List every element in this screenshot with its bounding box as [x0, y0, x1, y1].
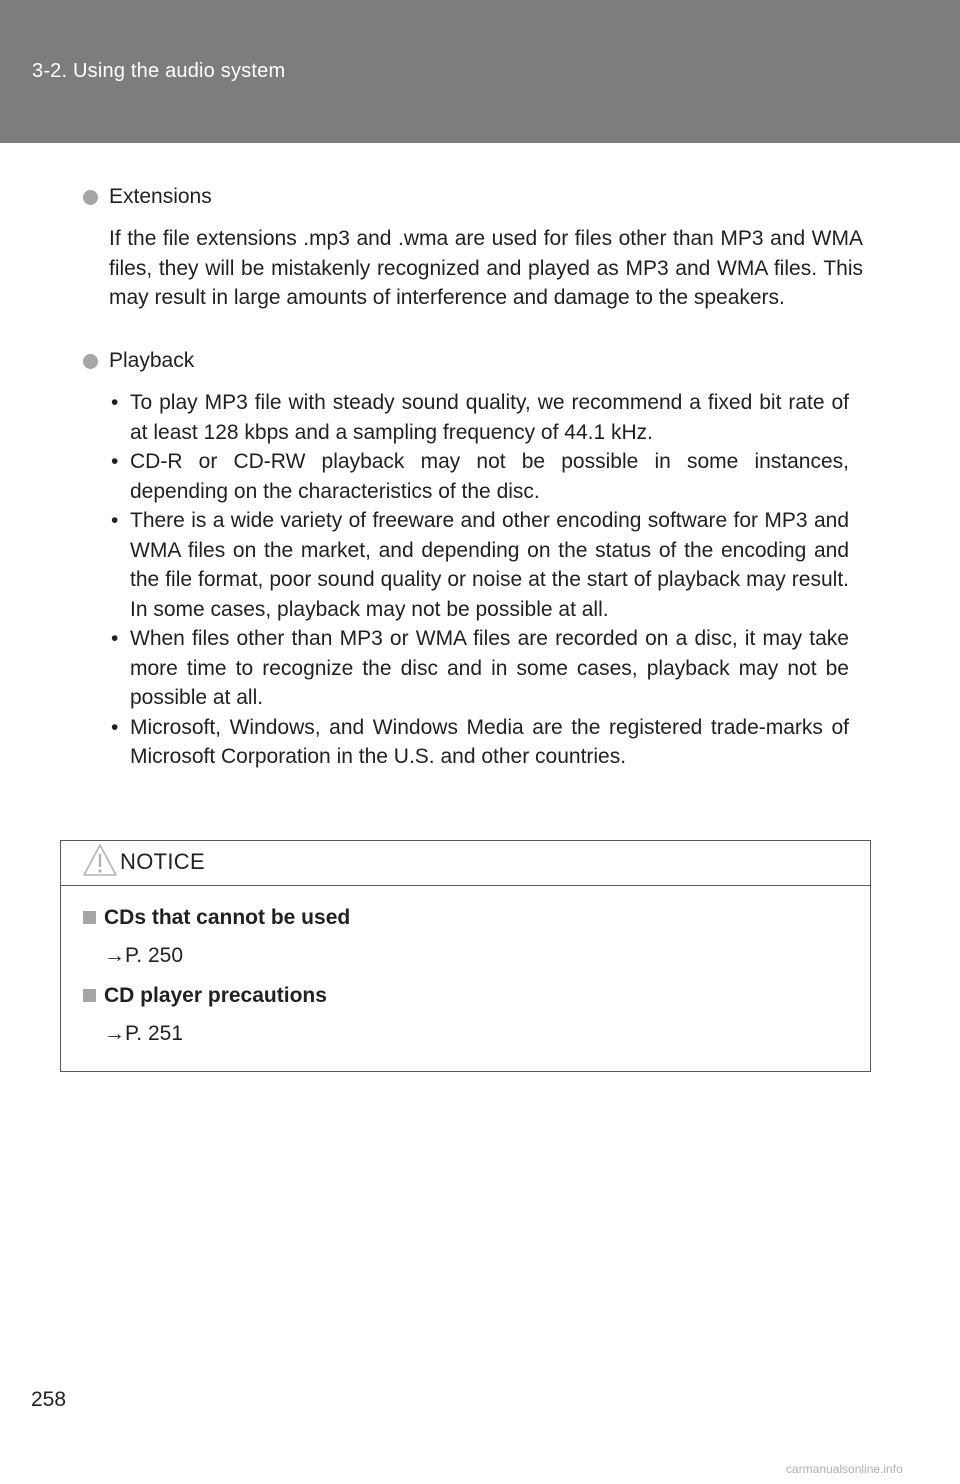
list-item-text: To play MP3 file with steady sound quality, we recommend a fixed bit rate of at least 128 kbps and a sampling frequency of 44.1 kHz.: [130, 391, 849, 444]
section-heading: [83, 346, 863, 376]
page-reference-link[interactable]: →P. 250: [104, 944, 184, 967]
playback-list: [83, 388, 849, 772]
section-playback: [83, 346, 863, 772]
list-item: [83, 506, 849, 624]
list-item-text: CD-R or CD-RW playback may not be possible in some instances, depending on the characteristics of the disc.: [130, 450, 849, 503]
list-item: [83, 624, 849, 713]
circle-bullet-icon: [83, 190, 98, 205]
list-item: [83, 713, 849, 772]
page-reference-link[interactable]: →P. 251: [104, 1022, 184, 1045]
warning-triangle-icon: [82, 843, 118, 877]
notice-item-title: CD player precautions: [104, 984, 327, 1007]
bullet-mark: •: [111, 391, 119, 414]
list-item-text: Microsoft, Windows, and Windows Media are the registered trade-marks of Microsoft Corporation in the U.S. and other countries.: [130, 715, 849, 768]
list-item: [83, 447, 849, 506]
page-header: [0, 0, 960, 143]
notice-header: [61, 841, 870, 886]
list-item: [83, 388, 849, 447]
section-title: 3-2. Using the audio system: [32, 60, 286, 82]
bullet-mark: •: [111, 627, 119, 650]
extensions-paragraph: If the file extensions .mp3 and .wma are used for files other than MP3 and WMA files, they will be mistakenly recognized and played as MP3 and WMA files. This may result in large amounts of interference and damage to the speakers.: [109, 227, 863, 309]
circle-bullet-icon: [83, 354, 98, 369]
section-heading: [83, 182, 863, 212]
notice-item: [83, 981, 843, 1048]
notice-title: NOTICE: [120, 849, 205, 874]
section-heading-text: Playback: [109, 349, 195, 372]
square-bullet-icon: [83, 911, 96, 924]
section-extensions: [83, 182, 863, 313]
bullet-mark: •: [111, 509, 119, 532]
notice-box: [60, 840, 871, 1072]
page-number: 258: [31, 1388, 67, 1411]
notice-item-title: CDs that cannot be used: [104, 906, 351, 929]
watermark: carmanualsonline.info: [786, 1462, 903, 1476]
bullet-mark: •: [111, 715, 119, 739]
list-item-text: There is a wide variety of freeware and other encoding software for MP3 and WMA files on the market, and depending on the status of the encoding and the file format, poor sound quality or noise at the start of playback may result. In some cases, playback may not be possible at all.: [130, 509, 849, 621]
notice-item: [83, 903, 843, 970]
square-bullet-icon: [83, 989, 96, 1002]
section-heading-text: Extensions: [109, 185, 212, 208]
bullet-mark: •: [111, 450, 119, 473]
list-item-text: When files other than MP3 or WMA files are recorded on a disc, it may take more time to recognize the disc and in some cases, playback may not be possible at all.: [130, 627, 849, 709]
